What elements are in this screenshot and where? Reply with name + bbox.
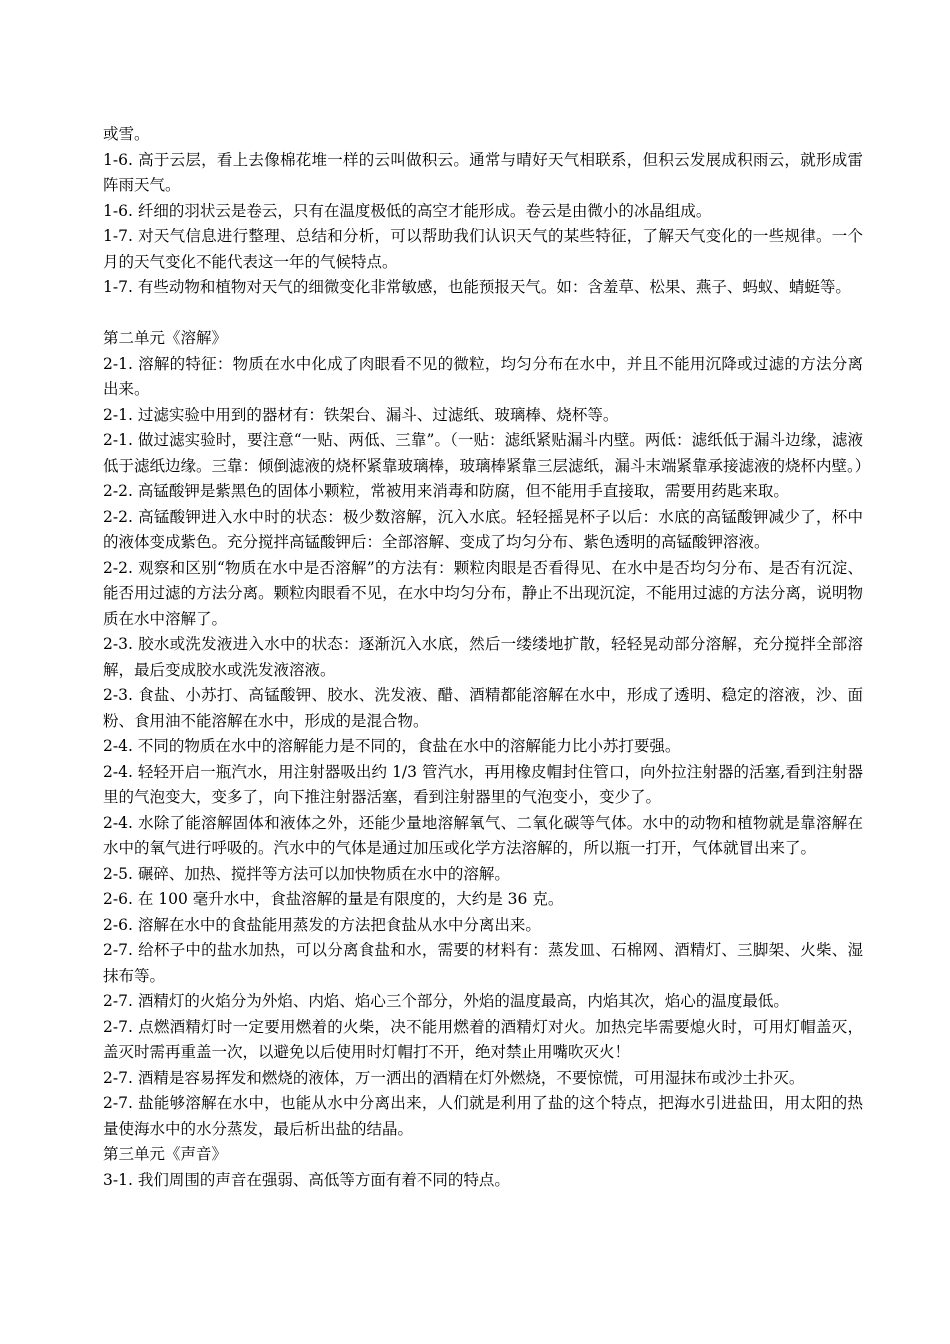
document-page <box>103 122 871 1193</box>
paragraph-2-3-glue-shampoo: 2-3. 胶水或洗发液进入水中的状态：逐渐沉入水底，然后一缕缕地扩散，轻轻晃动部分溶解，充分搅拌全部溶解，最后变成胶水或洗发液溶液。 <box>103 635 863 679</box>
paragraph-1-6-cumulus: 1-6. 高于云层，看上去像棉花堆一样的云叫做积云。通常与晴好天气相联系，但积云发展成积雨云，就形成雷阵雨天气。 <box>103 150 863 194</box>
section-heading-unit-2: 第二单元《溶解》 <box>103 329 228 347</box>
paragraph-2-1-filter-equipment: 2-1. 过滤实验中用到的器材有：铁架台、漏斗、过滤纸、玻璃棒、烧杯等。 <box>103 405 619 424</box>
paragraph-2-1-filter-rules: 2-1. 做过滤实验时，要注意“一贴、两低、三靠”。（一贴：滤纸紧贴漏斗内壁。两低：滤纸低于漏斗边缘，滤液低于滤纸边缘。三靠：倾倒滤液的烧杯紧靠玻璃棒，玻璃棒紧靠三层滤纸，漏斗末端紧靠承接滤液的烧杯内壁。） <box>103 431 871 475</box>
paragraph-2-3-solutions: 2-3. 食盐、小苏打、高锰酸钾、胶水、洗发液、醋、酒精都能溶解在水中，形成了透明、稳定的溶液，沙、面粉、食用油不能溶解在水中，形成的是混合物。 <box>103 686 863 730</box>
section-heading-unit-3: 第三单元《声音》 <box>103 1145 228 1163</box>
paragraph-1-7-weather-info: 1-7. 对天气信息进行整理、总结和分析，可以帮助我们认识天气的某些特征，了解天气变化的一些规律。一个月的天气变化不能代表这一年的气候特点。 <box>103 227 863 271</box>
paragraph-2-2-observe-method: 2-2. 观察和区别“物质在水中是否溶解”的方法有：颗粒肉眼是否看得见、在水中是否均匀分布、是否有沉淀、能否用过滤的方法分离。颗粒肉眼看不见，在水中均匀分布，静止不出现沉淀，不能用过滤的方法分离，说明物质在水中溶解了。 <box>103 558 863 628</box>
paragraph-2-7-flame: 2-7. 酒精灯的火焰分为外焰、内焰、焰心三个部分，外焰的温度最高，内焰其次，焰心的温度最低。 <box>103 992 789 1010</box>
blank-line <box>103 301 863 327</box>
paragraph-2-1-dissolve-feature: 2-1. 溶解的特征：物质在水中化成了肉眼看不见的微粒，均匀分布在水中，并且不能用沉降或过滤的方法分离出来。 <box>103 354 863 398</box>
paragraph-2-4-gases: 2-4. 水除了能溶解固体和液体之外，还能少量地溶解氧气、二氧化碳等气体。水中的动物和植物就是靠溶解在水中的氧气进行呼吸的。汽水中的气体是通过加压或化学方法溶解的，所以瓶一打开，气体就冒出来了。 <box>103 813 863 857</box>
paragraph-fragment: 或雪。 <box>103 125 150 143</box>
paragraph-2-6-evaporation: 2-6. 溶解在水中的食盐能用蒸发的方法把食盐从水中分离出来。 <box>103 915 541 934</box>
paragraph-2-2-permanganate-state: 2-2. 高锰酸钾进入水中时的状态：极少数溶解，沉入水底。轻轻摇晃杯子以后：水底的高锰酸钾减少了，杯中的液体变成紫色。充分搅拌高锰酸钾后：全部溶解、变成了均匀分布、紫色透明的高锰酸钾溶液。 <box>103 507 863 551</box>
paragraph-2-4-soda-syringe: 2-4. 轻轻开启一瓶汽水，用注射器吸出约 1/3 管汽水，再用橡皮帽封住管口，向外拉注射器的活塞,看到注射器里的气泡变大，变多了，向下推注射器活塞，看到注射器里的气泡变小，变少了。 <box>103 762 863 806</box>
paragraph-1-6-cirrus: 1-6. 纤细的羽状云是卷云，只有在温度极低的高空才能形成。卷云是由微小的冰晶组成。 <box>103 201 712 220</box>
paragraph-3-1-sound: 3-1. 我们周围的声音在强弱、高低等方面有着不同的特点。 <box>103 1170 510 1189</box>
paragraph-2-7-materials: 2-7. 给杯子中的盐水加热，可以分离食盐和水，需要的材料有：蒸发皿、石棉网、酒精灯、三脚架、火柴、湿抹布等。 <box>103 941 863 985</box>
paragraph-2-7-salt-fields: 2-7. 盐能够溶解在水中，也能从水中分离出来，人们就是利用了盐的这个特点，把海水引进盐田，用太阳的热量使海水中的水分蒸发，最后析出盐的结晶。 <box>103 1094 863 1138</box>
paragraph-2-7-lamp-safety: 2-7. 点燃酒精灯时一定要用燃着的火柴，决不能用燃着的酒精灯对火。加热完毕需要熄火时，可用灯帽盖灭，盖灭时需再重盖一次，以避免以后使用时灯帽打不开，绝对禁止用嘴吹灭火！ <box>103 1017 863 1061</box>
paragraph-2-4-solubility: 2-4. 不同的物质在水中的溶解能力是不同的，食盐在水中的溶解能力比小苏打要强。 <box>103 737 681 755</box>
paragraph-2-2-permanganate: 2-2. 高锰酸钾是紫黑色的固体小颗粒，常被用来消毒和防腐，但不能用手直接取，需要用药匙来取。 <box>103 482 789 500</box>
paragraph-1-7-animals-plants: 1-7. 有些动物和植物对天气的细微变化非常敏感，也能预报天气。如：含羞草、松果、燕子、蚂蚁、蜻蜓等。 <box>103 278 851 296</box>
paragraph-2-5-speed-up: 2-5. 碾碎、加热、搅拌等方法可以加快物质在水中的溶解。 <box>103 864 510 883</box>
paragraph-2-6-salt-limit: 2-6. 在 100 毫升水中，食盐溶解的量是有限度的，大约是 36 克。 <box>103 890 564 908</box>
paragraph-2-7-alcohol-fire: 2-7. 酒精是容易挥发和燃烧的液体，万一洒出的酒精在灯外燃烧，不要惊慌，可用湿抹布或沙土扑灭。 <box>103 1068 805 1087</box>
